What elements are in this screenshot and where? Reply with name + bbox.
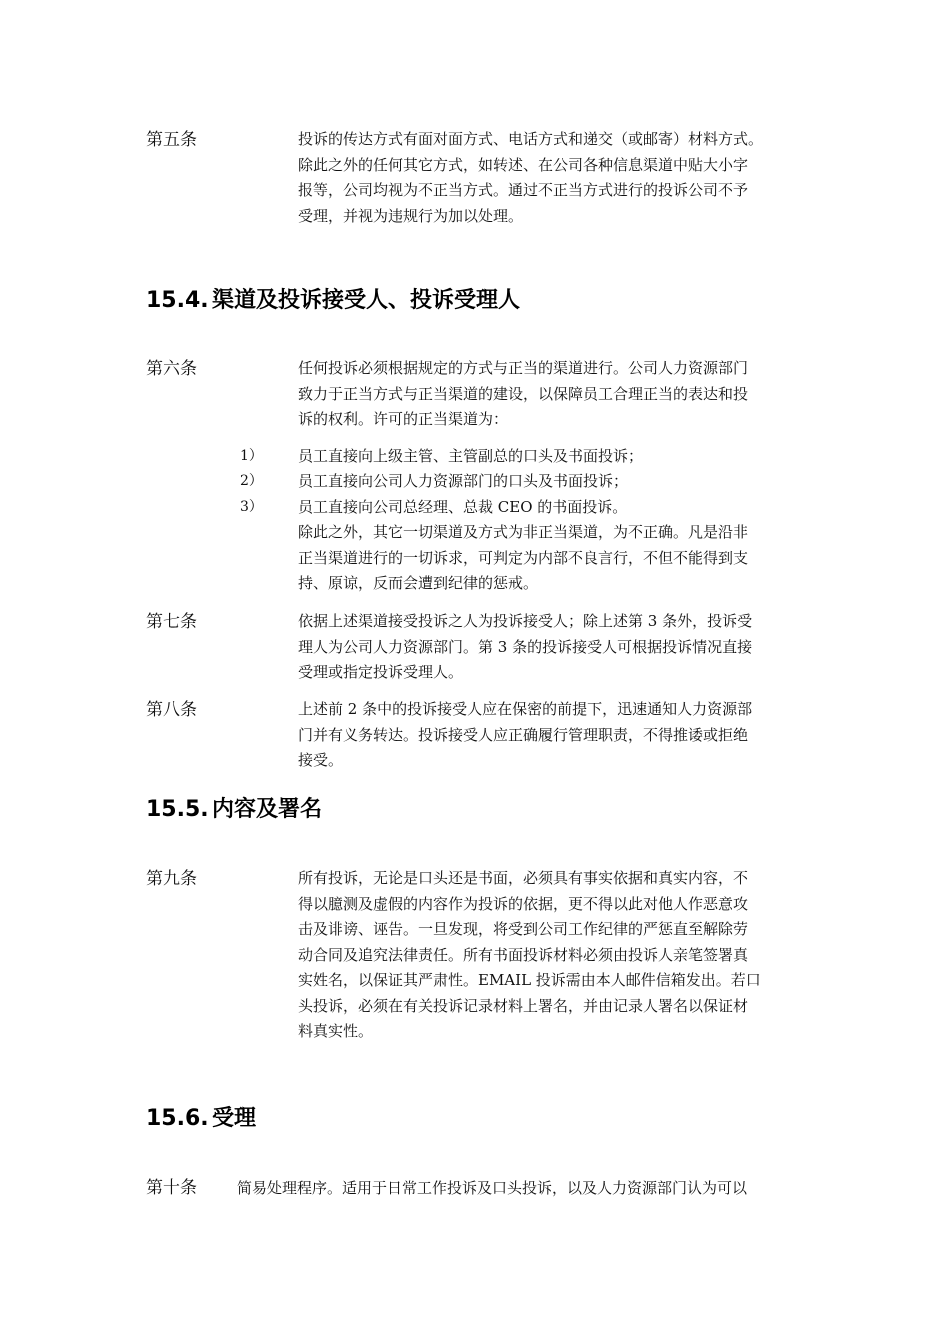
article-6-continuation xyxy=(298,520,818,597)
list-item-text: 员工直接向上级主管、主管副总的口头及书面投诉； xyxy=(298,447,644,465)
section-15-4-heading xyxy=(146,286,520,316)
article-9-label: 第九条 xyxy=(146,869,197,889)
section-title: 渠道及投诉接受人、投诉受理人 xyxy=(212,288,521,313)
article-9-line: 动合同及追究法律责任。所有书面投诉材料必须由投诉人亲笔签署真 xyxy=(298,945,749,964)
article-8-line: 门并有义务转达。投诉接受人应正确履行管理职责，不得推诿或拒绝 xyxy=(298,725,749,744)
article-9-line: 料真实性。 xyxy=(298,1022,374,1040)
section-number: 15.6. xyxy=(146,1106,209,1131)
article-5-line: 投诉的传达方式有面对面方式、电话方式和递交（或邮寄）材料方式。 xyxy=(298,130,764,148)
list-item-text: 员工直接向公司总经理、总裁 CEO 的书面投诉。 xyxy=(298,498,628,516)
article-6-line: 任何投诉必须根据规定的方式与正当的渠道进行。公司人力资源部门 xyxy=(298,359,749,377)
list-item-text: 员工直接向公司人力资源部门的口头及书面投诉； xyxy=(298,472,629,490)
article-6-line: 致力于正当方式与正当渠道的建设，以保障员工合理正当的表达和投 xyxy=(298,384,749,403)
article-9-body xyxy=(298,866,810,1045)
article-5-line: 报等，公司均视为不正当方式。通过不正当方式进行的投诉公司不予 xyxy=(298,181,749,199)
article-7-line: 受理或指定投诉受理人。 xyxy=(298,663,464,681)
article-8-line: 上述前 2 条中的投诉接受人应在保密的前提下，迅速通知人力资源部 xyxy=(298,700,753,718)
article-9-line: 得以臆测及虚假的内容作为投诉的依据，更不得以此对他人作恶意攻 xyxy=(298,894,749,913)
article-9-line: 所有投诉，无论是口头还是书面，必须具有事实依据和真实内容，不 xyxy=(298,869,749,887)
article-6-after-line: 持、原谅，反而会遭到纪律的惩戒。 xyxy=(298,574,539,592)
article-8-line: 接受。 xyxy=(298,751,344,769)
article-5-line: 受理，并视为违规行为加以处理。 xyxy=(298,206,524,225)
article-7-line: 依据上述渠道接受投诉之人为投诉接受人；除上述第 3 条外，投诉受 xyxy=(298,612,753,630)
section-number: 15.5. xyxy=(146,797,209,822)
article-7-line: 理人为公司人力资源部门。第 3 条的投诉接受人可根据投诉情况直接 xyxy=(298,637,753,656)
article-6-after-line: 正当渠道进行的一切诉求，可判定为内部不良言行，不但不能得到支 xyxy=(298,548,749,567)
article-10-body: 简易处理程序。适用于日常工作投诉及口头投诉，以及人力资源部门认为可以 xyxy=(237,1179,748,1197)
list-marker: 2） xyxy=(240,473,263,489)
article-8-label: 第八条 xyxy=(146,700,197,720)
section-title: 内容及署名 xyxy=(212,797,323,822)
article-5-line: 除此之外的任何其它方式，如转述、在公司各种信息渠道中贴大小字 xyxy=(298,155,749,174)
list-marker: 3） xyxy=(240,499,263,515)
article-7-body xyxy=(298,609,810,686)
article-9-line: 击及诽谤、诬告。一旦发现，将受到公司工作纪律的严惩直至解除劳 xyxy=(298,920,749,938)
article-5-label: 第五条 xyxy=(146,130,197,150)
article-6-label: 第六条 xyxy=(146,359,197,379)
section-15-6-heading xyxy=(146,1104,256,1134)
article-6-after-line: 除此之外，其它一切渠道及方式为非正当渠道，为不正确。凡是沿非 xyxy=(298,523,749,541)
list-marker: 1） xyxy=(240,448,263,464)
article-6-line: 诉的权利。许可的正当渠道为： xyxy=(298,410,509,428)
section-15-5-heading xyxy=(146,795,322,825)
article-9-line: 实姓名，以保证其严肃性。EMAIL 投诉需由本人邮件信箱发出。若口 xyxy=(298,971,761,989)
section-title: 受理 xyxy=(212,1106,257,1131)
article-10-label: 第十条 xyxy=(146,1178,197,1198)
article-9-line: 头投诉，必须在有关投诉记录材料上署名，并由记录人署名以保证材 xyxy=(298,996,749,1015)
article-8-body xyxy=(298,697,810,774)
article-5-body xyxy=(298,127,810,229)
article-7-label: 第七条 xyxy=(146,612,197,632)
section-number: 15.4. xyxy=(146,288,209,313)
article-6-body xyxy=(298,356,810,433)
